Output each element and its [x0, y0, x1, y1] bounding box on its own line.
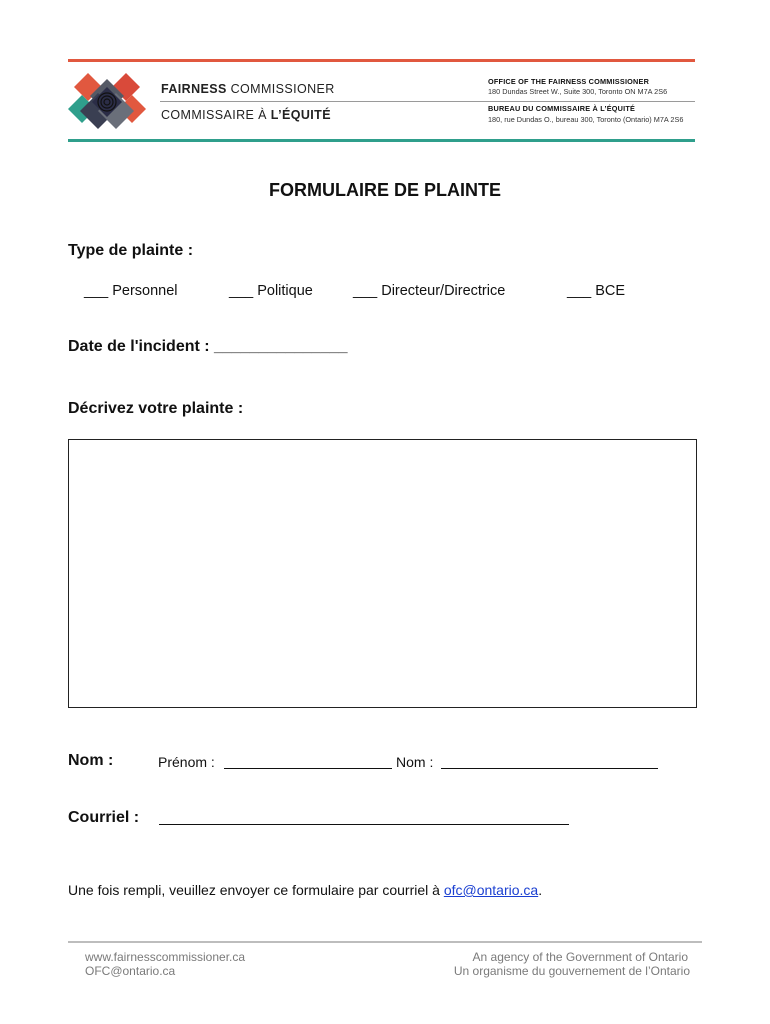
last-name-label: Nom : — [396, 754, 434, 770]
header-bottom-rule — [68, 139, 695, 142]
footer-agency-fr: Un organisme du gouvernement de l’Ontario — [453, 964, 690, 978]
email-field[interactable] — [159, 810, 569, 825]
footer-agency-en: An agency of the Government of Ontario — [472, 950, 688, 964]
name-label: Nom : — [68, 752, 114, 769]
ofc-email-link[interactable]: ofc@ontario.ca — [443, 882, 539, 898]
form-title: FORMULAIRE DE PLAINTE — [269, 180, 501, 200]
last-name-field[interactable] — [441, 754, 658, 769]
office-title: OFFICE OF THE FAIRNESS COMMISSIONER — [488, 77, 650, 86]
option-personnel[interactable]: ___ Personnel — [84, 283, 178, 299]
submission-instruction: Une fois rempli, veuillez envoyer ce formulaire par courriel à ofc@ontario.ca. — [68, 882, 543, 898]
email-label: Courriel : — [68, 809, 140, 826]
incident-date-field[interactable]: Date de l'incident : _______________ — [68, 338, 348, 355]
first-name-field[interactable] — [224, 754, 392, 769]
footer-email: OFC@ontario.ca — [85, 964, 176, 978]
bureau-address: 180, rue Dundas O., bureau 300, Toronto (Ontario) M7A 2S6 — [488, 115, 684, 124]
complaint-description-field[interactable] — [68, 439, 697, 708]
option-directeur[interactable]: ___ Directeur/Directrice — [353, 283, 506, 299]
description-label: Décrivez votre plainte : — [68, 400, 244, 417]
bureau-title: BUREAU DU COMMISSAIRE À L’ÉQUITÉ — [488, 104, 636, 113]
header-top-rule — [68, 59, 695, 62]
header-divider — [160, 101, 695, 102]
first-name-label: Prénom : — [158, 754, 215, 770]
office-address: 180 Dundas Street W., Suite 300, Toronto ON M7A 2S6 — [488, 87, 668, 96]
footer-website: www.fairnesscommissioner.ca — [85, 950, 246, 964]
footer-rule — [68, 941, 702, 943]
brand-name-en: FAIRNESS COMMISSIONER — [161, 82, 335, 96]
fairness-commissioner-logo-icon — [68, 73, 146, 131]
option-politique[interactable]: ___ Politique — [229, 283, 313, 299]
option-bce[interactable]: ___ BCE — [567, 283, 626, 299]
brand-name-fr: COMMISSAIRE À L’ÉQUITÉ — [161, 108, 331, 122]
complaint-type-label: Type de plainte : — [68, 242, 194, 259]
